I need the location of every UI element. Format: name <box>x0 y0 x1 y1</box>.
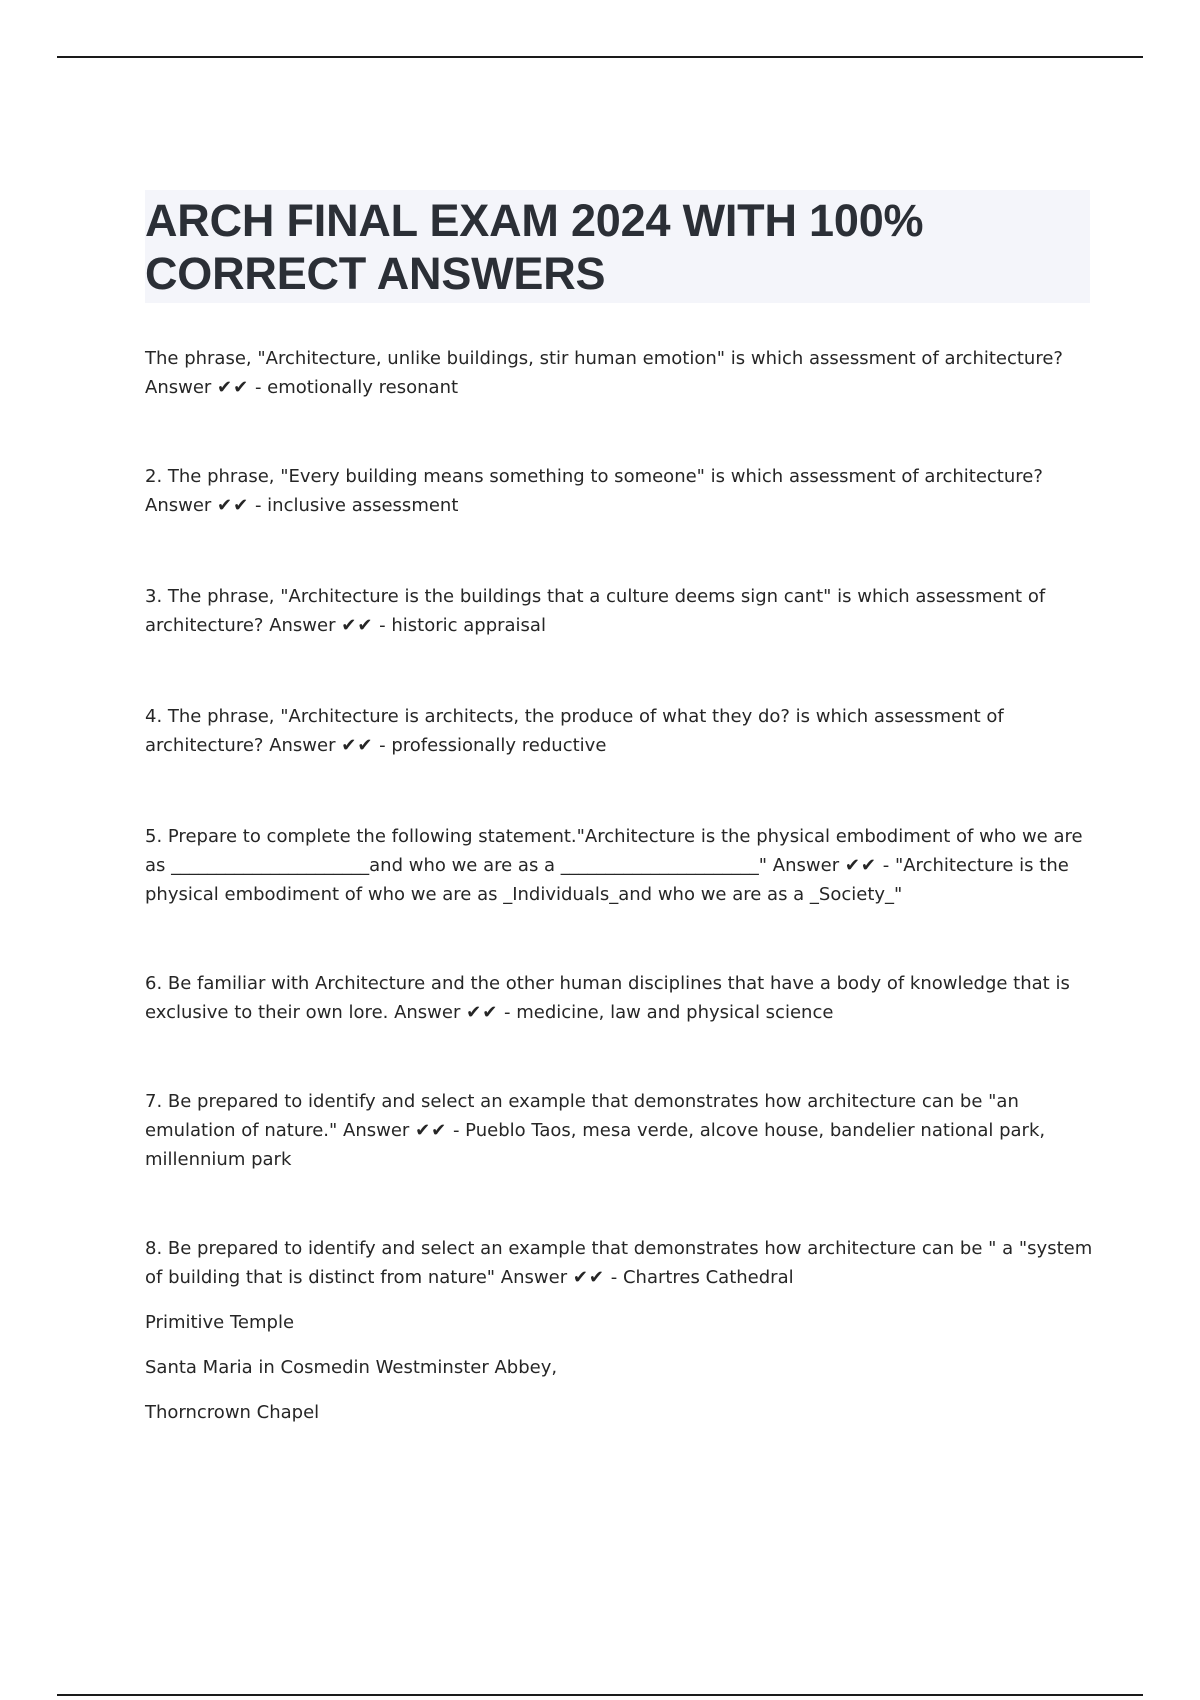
check-icon: ✔✔ <box>217 495 250 516</box>
check-icon: ✔✔ <box>844 855 878 876</box>
answer-text: - Pueblo Taos, mesa verde, alcove house, bandelier national park, millennium park <box>145 1120 1046 1170</box>
answer-text: - Chartres Cathedral <box>610 1267 794 1288</box>
answer-text: - "Architecture is the physical embodiment of who we are as _Individuals_and who we are as a _Society_" <box>145 855 1069 905</box>
check-icon: ✔✔ <box>466 1002 499 1023</box>
bottom-rule <box>57 1694 1143 1696</box>
qa-item-7 <box>145 1087 1095 1174</box>
question-text: 3. The phrase, "Architecture is the buildings that a culture deems sign cant" is which assessment of architecture? Answer <box>145 586 1046 636</box>
answer-text: - emotionally resonant <box>254 377 459 398</box>
title-block <box>145 190 1090 303</box>
qa-item-4 <box>145 702 1095 760</box>
top-rule <box>57 56 1143 58</box>
answer-text: - professionally reductive <box>379 735 607 756</box>
answer-text: - inclusive assessment <box>254 495 459 516</box>
question-text: 7. Be prepared to identify and select an example that demonstrates how architecture can be "an emulation of nature." Answer <box>145 1091 1019 1141</box>
qa-list <box>145 344 1095 1427</box>
answer-text: - historic appraisal <box>379 615 546 636</box>
question-text: 5. Prepare to complete the following statement."Architecture is the physical embodiment of who we are as ______________________and who we are as a ______________________" Answer <box>145 826 1083 876</box>
question-text: 4. The phrase, "Architecture is architects, the produce of what they do? is which assessment of architecture? Answer <box>145 706 1004 756</box>
extra-answer-line-3: Thorncrown Chapel <box>145 1402 320 1423</box>
qa-item-6 <box>145 969 1095 1027</box>
question-text: 8. Be prepared to identify and select an example that demonstrates how architecture can be " a "system of building that is distinct from nature" Answer <box>145 1238 1093 1288</box>
question-text: The phrase, "Architecture, unlike buildings, stir human emotion" is which assessment of architecture? Answer <box>145 348 1063 398</box>
check-icon: ✔✔ <box>341 735 374 756</box>
extra-answer-line-2: Santa Maria in Cosmedin Westminster Abbey, <box>145 1357 558 1378</box>
extra-answer-line-1: Primitive Temple <box>145 1312 295 1333</box>
question-text: 6. Be familiar with Architecture and the other human disciplines that have a body of knowledge that is exclusive to their own lore. Answer <box>145 973 1070 1023</box>
title-line-2: CORRECT ANSWERS <box>145 248 606 299</box>
check-icon: ✔✔ <box>415 1120 448 1141</box>
qa-item-5 <box>145 822 1095 909</box>
qa-item-1 <box>145 344 1095 402</box>
check-icon: ✔✔ <box>572 1267 606 1288</box>
qa-item-2 <box>145 462 1095 520</box>
check-icon: ✔✔ <box>341 615 374 636</box>
answer-text: - medicine, law and physical science <box>504 1002 834 1023</box>
check-icon: ✔✔ <box>217 377 250 398</box>
document-title <box>145 194 1090 300</box>
question-text: 2. The phrase, "Every building means something to someone" is which assessment of architecture? Answer <box>145 466 1043 516</box>
title-line-1: ARCH FINAL EXAM 2024 WITH 100% <box>145 195 924 246</box>
qa-item-3 <box>145 582 1095 640</box>
qa-item-8 <box>145 1234 1095 1292</box>
